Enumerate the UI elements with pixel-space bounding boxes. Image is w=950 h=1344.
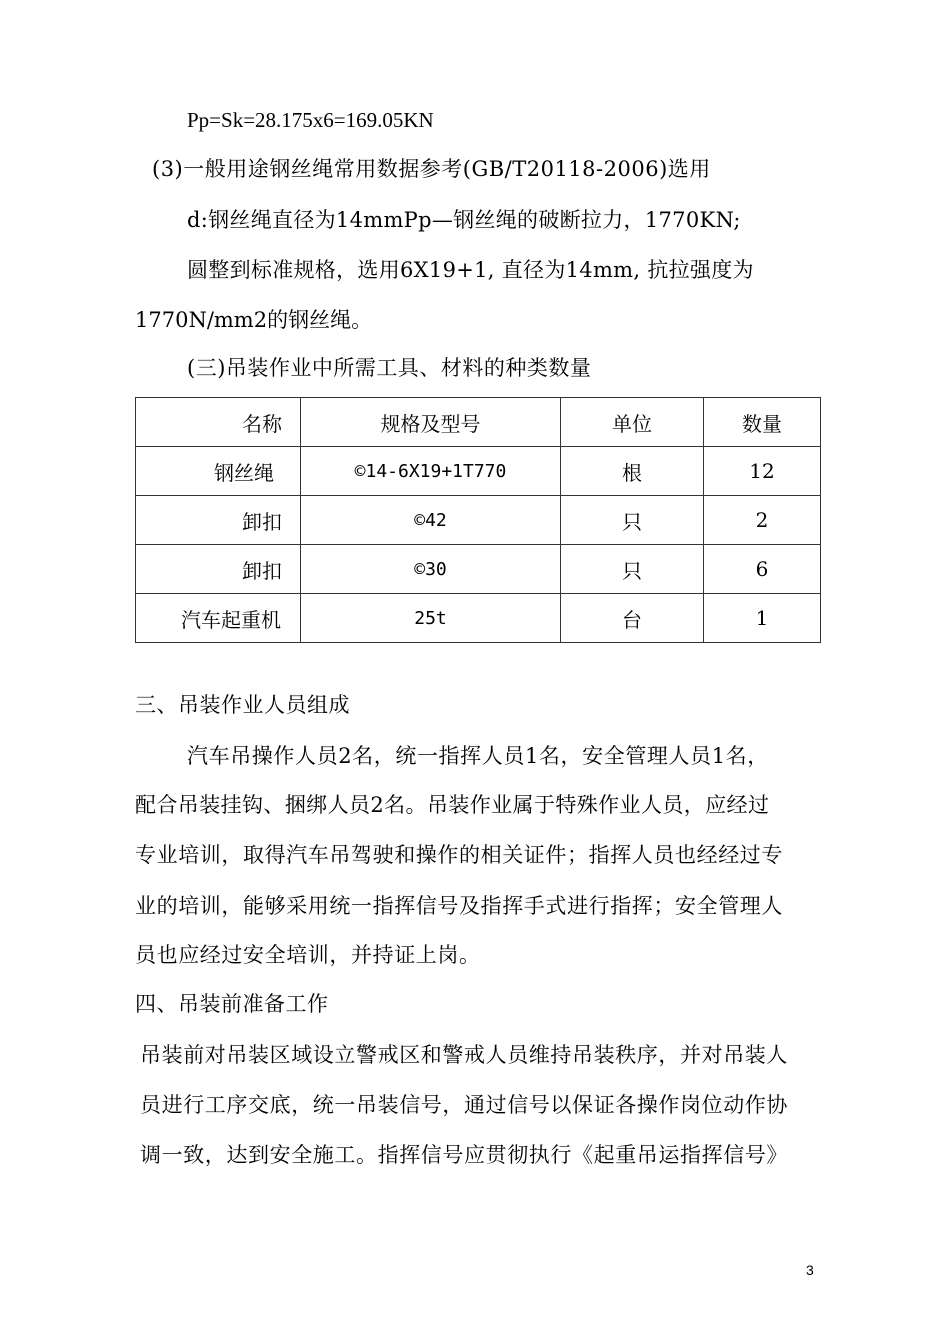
table-header-row <box>136 398 821 447</box>
cell-unit: 只 <box>561 496 704 545</box>
personnel-line-5: 员也应经过安全培训，并持证上岗。 <box>135 943 481 967</box>
materials-table <box>135 397 821 643</box>
cell-name: 卸扣 <box>136 545 301 594</box>
cell-qty: 2 <box>704 496 821 545</box>
cell-spec: ©42 <box>301 496 561 545</box>
calc-line-1: Pp=Sk=28.175x6=169.05KN <box>187 108 434 132</box>
prep-line-1: 吊装前对吊装区域设立警戒区和警戒人员维持吊装秩序，并对吊装人 <box>140 1043 788 1067</box>
calc-line-2: (3)一般用途钢丝绳常用数据参考(GB/T20118-2006)选用 <box>152 157 711 181</box>
cell-qty: 12 <box>704 447 821 496</box>
table-row <box>136 496 821 545</box>
calc-line-4: 圆整到标准规格，选用6X19+1, 直径为14mm, 抗拉强度为 <box>187 258 754 282</box>
table-row <box>136 594 821 643</box>
personnel-line-4: 业的培训，能够采用统一指挥信号及指挥手式进行指挥；安全管理人 <box>135 894 783 918</box>
personnel-line-1: 汽车吊操作人员2名，统一指挥人员1名，安全管理人员1名， <box>187 744 769 768</box>
cell-spec: 25t <box>301 594 561 643</box>
cell-unit: 台 <box>561 594 704 643</box>
prep-heading: 四、吊装前准备工作 <box>135 992 329 1016</box>
cell-qty: 6 <box>704 545 821 594</box>
personnel-line-3: 专业培训，取得汽车吊驾驶和操作的相关证件；指挥人员也经经过专 <box>135 843 783 867</box>
cell-spec: ©30 <box>301 545 561 594</box>
cell-spec: ©14-6X19+1T770 <box>301 447 561 496</box>
table-row <box>136 447 821 496</box>
calc-line-3: d:钢丝绳直径为14mmPp—钢丝绳的破断拉力，1770KN; <box>187 208 741 232</box>
personnel-heading: 三、吊装作业人员组成 <box>135 693 350 717</box>
prep-line-2: 员进行工序交底，统一吊装信号，通过信号以保证各操作岗位动作协 <box>140 1093 788 1117</box>
cell-name: 钢丝绳 <box>136 447 301 496</box>
header-name: 名称 <box>136 398 301 447</box>
cell-qty: 1 <box>704 594 821 643</box>
cell-name: 汽车起重机 <box>136 594 301 643</box>
prep-line-3: 调一致，达到安全施工。指挥信号应贯彻执行《起重吊运指挥信号》 <box>140 1143 788 1167</box>
cell-unit: 只 <box>561 545 704 594</box>
calc-line-5: 1770N/mm2的钢丝绳。 <box>135 308 373 332</box>
table-row <box>136 545 821 594</box>
tools-heading: (三)吊装作业中所需工具、材料的种类数量 <box>187 356 592 380</box>
page-number: 3 <box>806 1262 814 1278</box>
header-unit: 单位 <box>561 398 704 447</box>
personnel-line-2: 配合吊装挂钩、捆绑人员2名。吊装作业属于特殊作业人员，应经过 <box>135 793 770 817</box>
header-qty: 数量 <box>704 398 821 447</box>
header-spec: 规格及型号 <box>301 398 561 447</box>
cell-unit: 根 <box>561 447 704 496</box>
cell-name: 卸扣 <box>136 496 301 545</box>
